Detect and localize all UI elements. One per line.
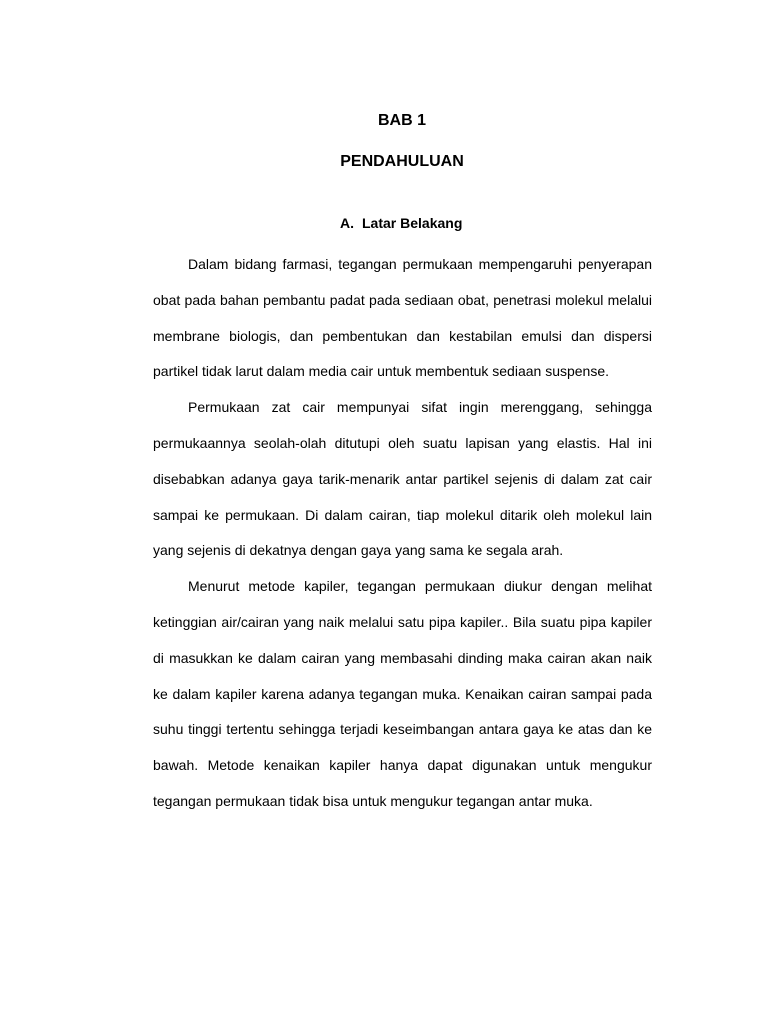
body-text <box>153 247 652 820</box>
paragraph-2: Permukaan zat cair mempunyai sifat ingin merenggang, sehingga permukaannya seolah-olah ditutupi oleh suatu lapisan yang elastis. Hal ini disebabkan adanya gaya tarik-menarik antar partikel sejenis di dalam zat cair sampai ke permukaan. Di dalam cairan, tiap molekul ditarik oleh molekul lain yang sejenis di dekatnya dengan gaya yang sama ke segala arah. <box>153 399 652 559</box>
section-marker: A. <box>340 215 354 231</box>
chapter-number: BAB 1 <box>377 112 426 129</box>
chapter-title: PENDAHULUAN <box>340 153 464 170</box>
section-heading <box>340 214 462 232</box>
paragraph-1: Dalam bidang farmasi, tegangan permukaan mempengaruhi penyerapan obat pada bahan pembantu padat pada sediaan obat, penetrasi molekul melalui membrane biologis, dan pembentukan dan kestabilan emulsi dan dispersi partikel tidak larut dalam media cair untuk membentuk sediaan suspense. <box>153 256 652 380</box>
paragraph-3: Menurut metode kapiler, tegangan permukaan diukur dengan melihat ketinggian air/cairan yang naik melalui satu pipa kapiler.. Bila suatu pipa kapiler di masukkan ke dalam cairan yang membasahi dinding maka cairan akan naik ke dalam kapiler karena adanya tegangan muka. Kenaikan cairan sampai pada suhu tinggi tertentu sehingga terjadi keseimbangan antara gaya ke atas dan ke bawah. Metode kenaikan kapiler hanya dapat digunakan untuk mengukur tegangan permukaan tidak bisa untuk mengukur tegangan antar muka. <box>153 578 652 809</box>
section-title: Latar Belakang <box>362 215 463 231</box>
